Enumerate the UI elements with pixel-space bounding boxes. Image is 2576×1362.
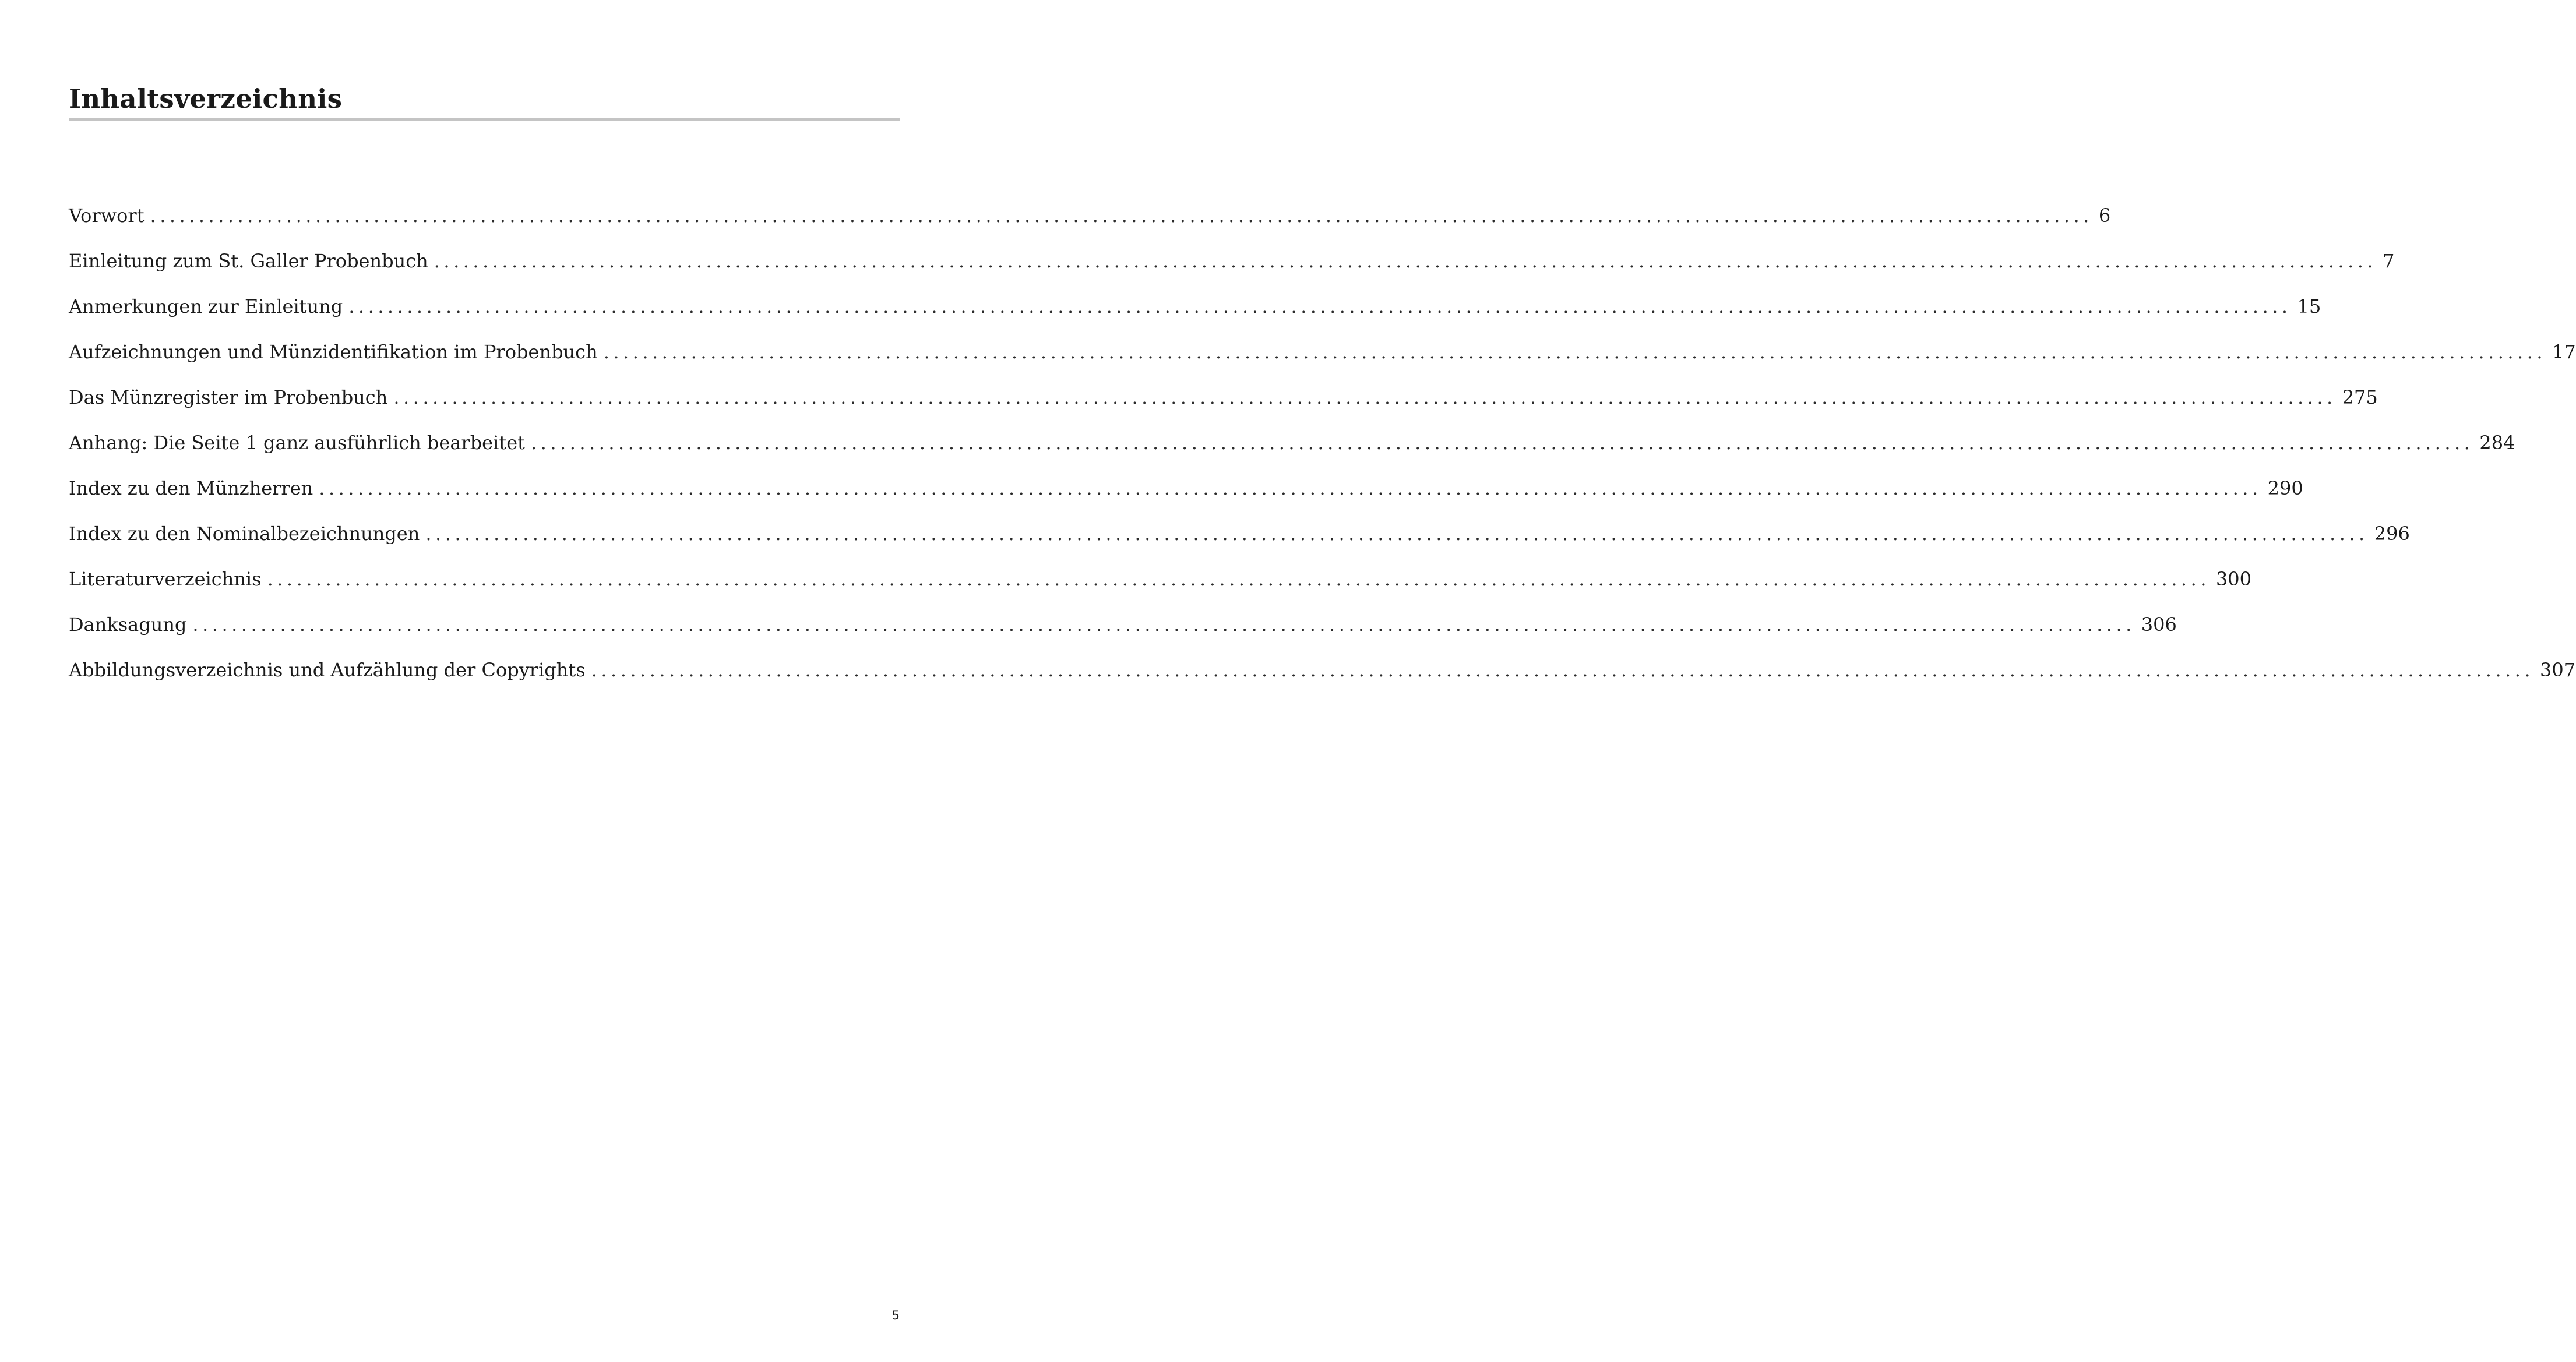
page-number: 5 (891, 1308, 900, 1322)
toc-dot-leader: ........................................................................................................................................................................................................ (348, 295, 2292, 317)
toc-entry-title: Das Münzregister im Probenbuch (69, 386, 388, 408)
toc-entry[interactable] (69, 380, 2378, 426)
toc-dot-leader: ........................................................................................................................................................................................................ (393, 386, 2337, 408)
toc-entry-title: Anmerkungen zur Einleitung (69, 295, 343, 317)
toc-entry-title: Einleitung zum St. Galler Probenbuch (69, 250, 428, 272)
toc-dot-leader: ........................................................................................................................................................................................................ (150, 204, 2093, 227)
title-divider (69, 118, 900, 121)
toc-entry-page: 275 (2342, 386, 2378, 408)
toc-dot-leader: ........................................................................................................................................................................................................ (434, 250, 2377, 272)
toc-entry[interactable] (69, 335, 2576, 380)
toc-entry[interactable] (69, 653, 2576, 698)
toc-entry-page: 296 (2374, 523, 2410, 545)
toc-entry-title: Literaturverzeichnis (69, 568, 262, 590)
toc-entry[interactable] (69, 244, 2395, 290)
toc-entry-title: Danksagung (69, 613, 187, 636)
toc-entry-title: Anhang: Die Seite 1 ganz ausführlich bearbeitet (69, 432, 525, 454)
toc-entry-title: Index zu den Nominalbezeichnungen (69, 523, 420, 545)
toc-entry-title: Abbildungsverzeichnis und Aufzählung der Copyrights (69, 659, 586, 681)
toc-entry-page: 17 (2552, 341, 2576, 363)
toc-entry-title: Vorwort (69, 204, 145, 227)
toc-entry[interactable] (69, 199, 2111, 244)
toc-entry-page: 15 (2297, 295, 2321, 317)
toc-entry-page: 290 (2267, 477, 2303, 499)
toc-entry[interactable] (69, 608, 2177, 653)
toc-entry-page: 307 (2540, 659, 2576, 681)
table-of-contents (69, 199, 2576, 698)
toc-entry[interactable] (69, 517, 2410, 562)
toc-entry-title: Index zu den Münzherren (69, 477, 313, 499)
toc-entry-page: 300 (2215, 568, 2252, 590)
toc-dot-leader: ........................................................................................................................................................................................................ (267, 568, 2210, 590)
toc-entry[interactable] (69, 426, 2515, 471)
page-title: Inhaltsverzeichnis (69, 83, 343, 114)
toc-entry-page: 7 (2383, 250, 2395, 272)
toc-dot-leader: ........................................................................................................................................................................................................ (192, 613, 2135, 636)
toc-dot-leader: ........................................................................................................................................................................................................ (425, 523, 2369, 545)
toc-dot-leader: ........................................................................................................................................................................................................ (319, 477, 2262, 499)
toc-entry[interactable] (69, 471, 2303, 517)
toc-entry-title: Aufzeichnungen und Münzidentifikation im Probenbuch (69, 341, 598, 363)
toc-entry[interactable] (69, 290, 2321, 335)
toc-dot-leader: ........................................................................................................................................................................................................ (591, 659, 2535, 681)
toc-entry-page: 284 (2479, 432, 2515, 454)
toc-entry[interactable] (69, 562, 2252, 608)
toc-dot-leader: ........................................................................................................................................................................................................ (603, 341, 2547, 363)
toc-entry-page: 306 (2141, 613, 2177, 636)
toc-dot-leader: ........................................................................................................................................................................................................ (531, 432, 2474, 454)
toc-entry-page: 6 (2098, 204, 2111, 227)
